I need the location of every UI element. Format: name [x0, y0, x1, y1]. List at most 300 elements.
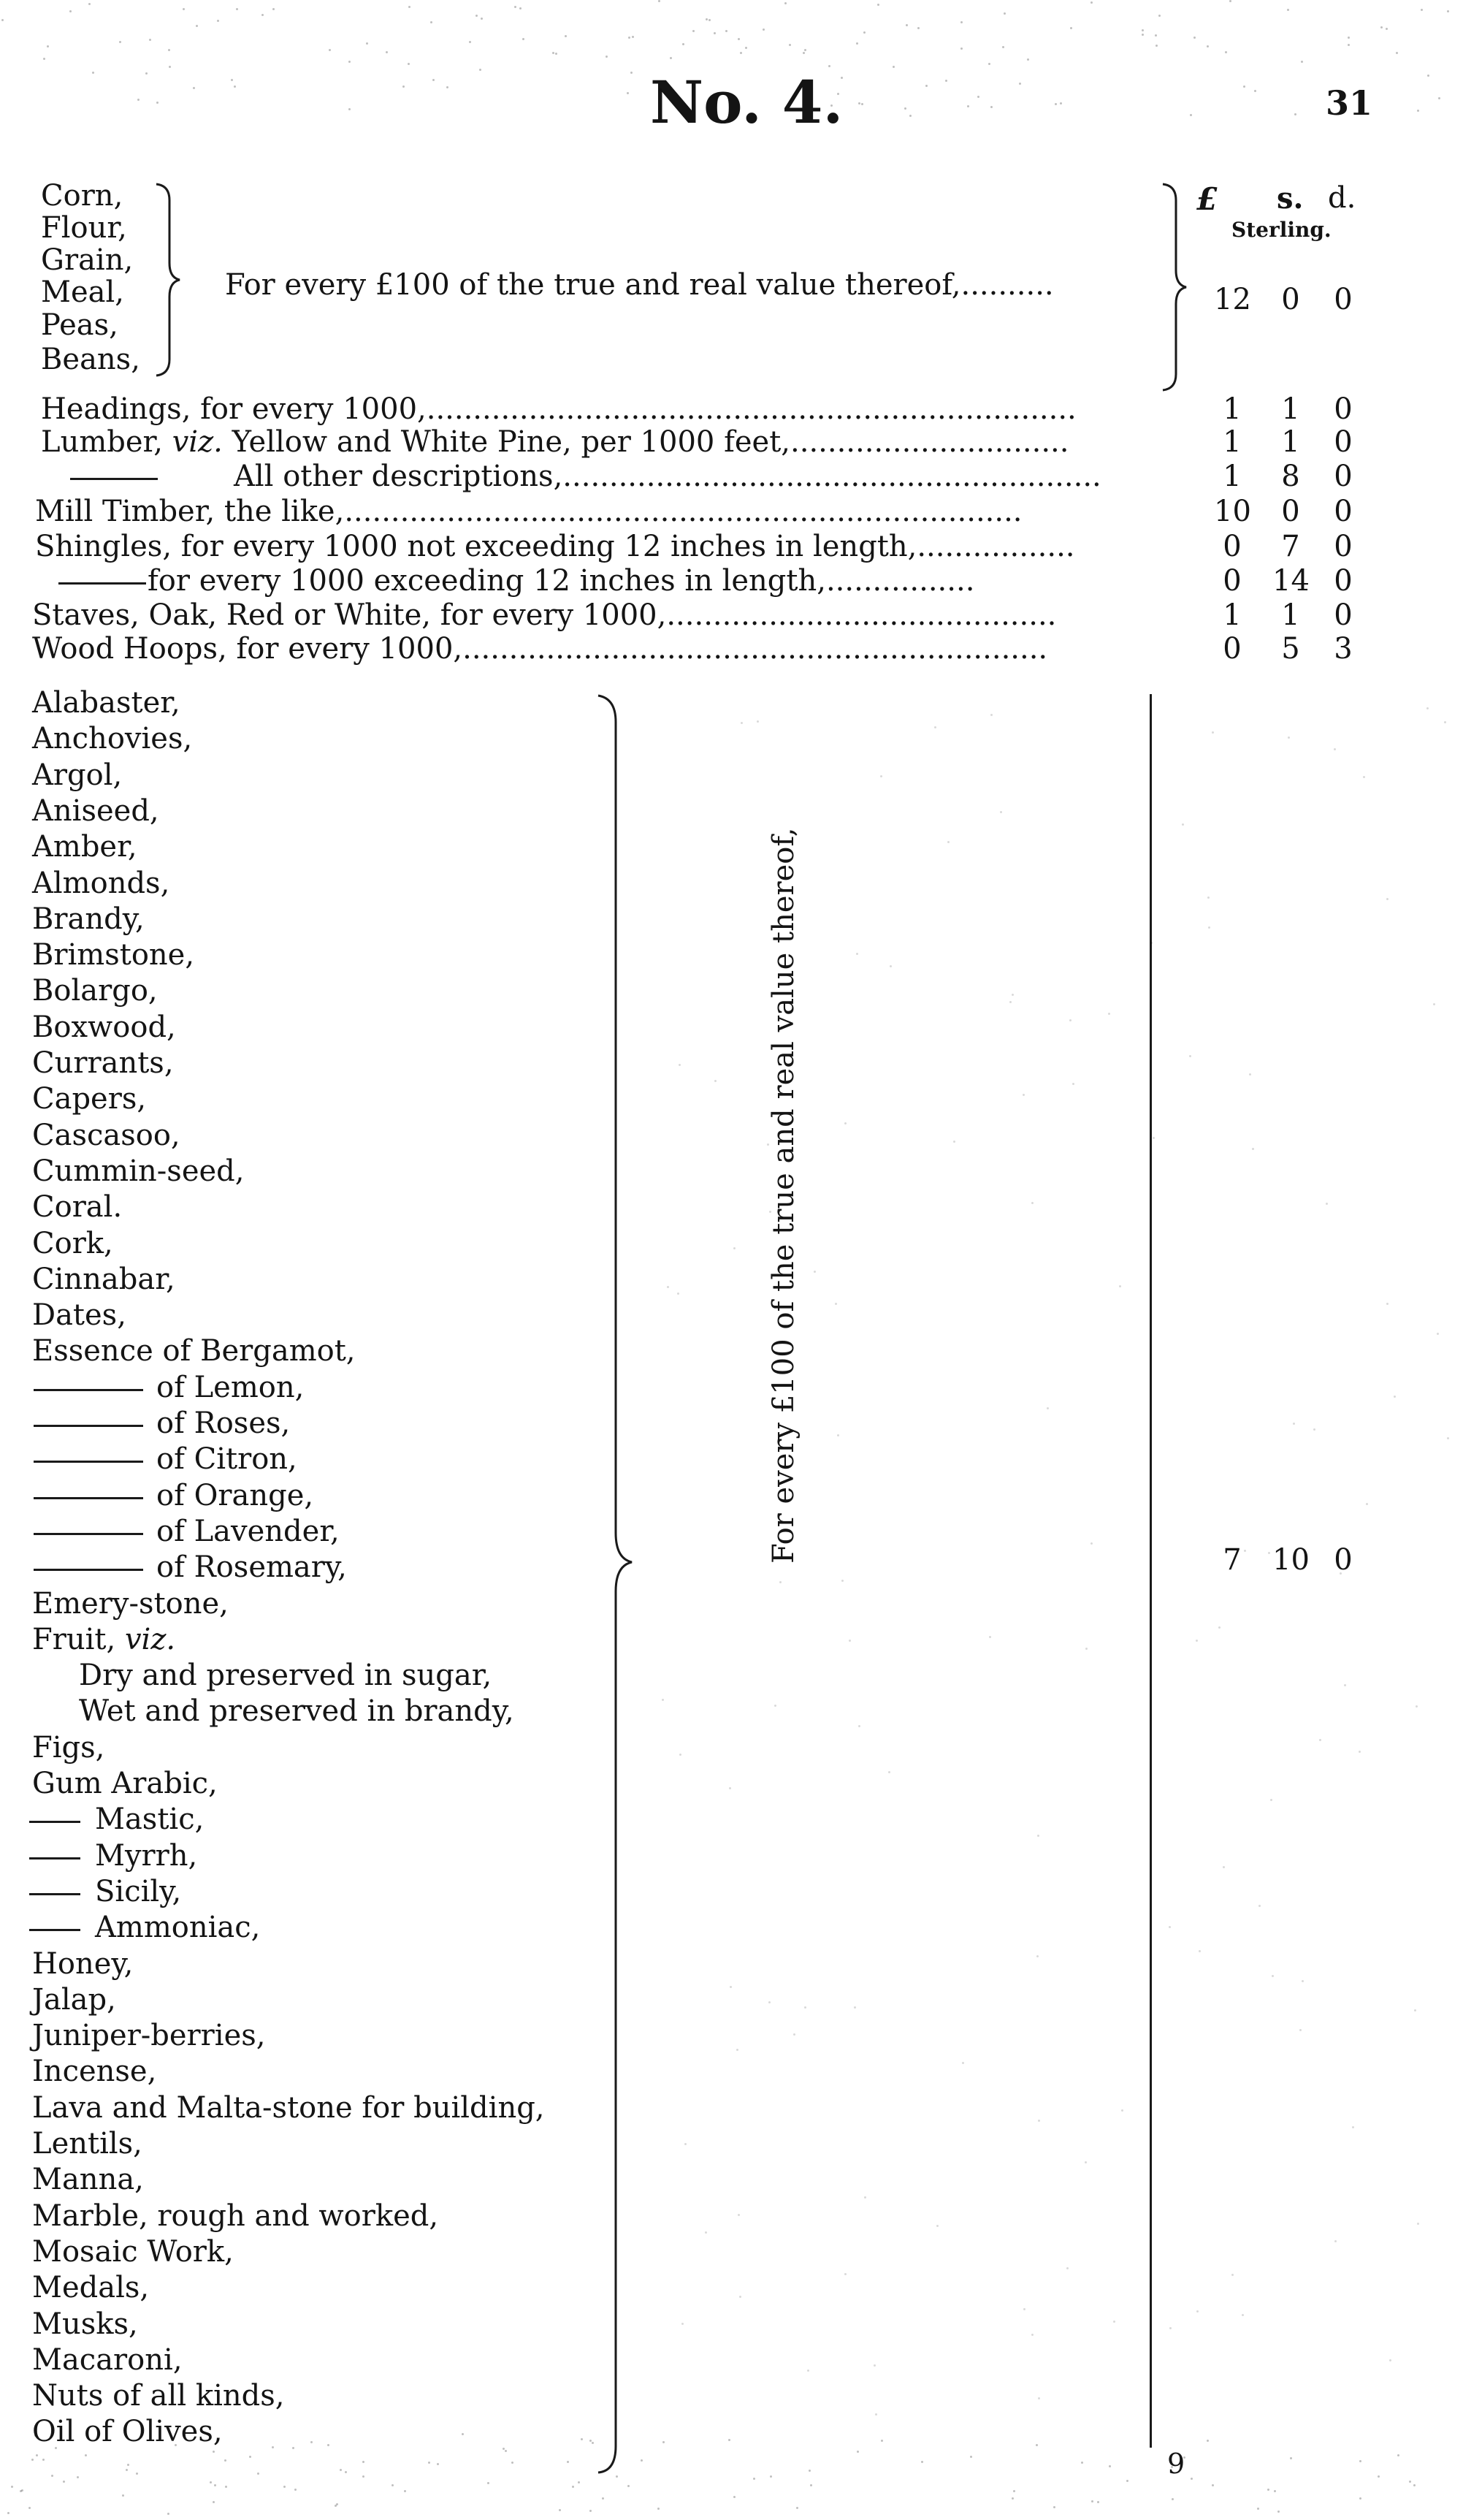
noise-speck [1268, 1552, 1270, 1554]
noise-speck [1414, 2009, 1416, 2011]
commodity-item [32, 2201, 438, 2231]
noise-speck [739, 2296, 741, 2298]
item-text: Marble, rough and worked, [32, 2199, 439, 2233]
noise-speck [1150, 942, 1153, 944]
noise-speck [1386, 898, 1388, 900]
noise-speck [616, 2475, 618, 2478]
noise-speck [714, 32, 716, 34]
noise-speck [21, 2489, 23, 2492]
noise-speck [1027, 58, 1029, 61]
noise-speck [329, 49, 331, 51]
noise-speck [213, 2501, 215, 2503]
noise-speck [1155, 45, 1158, 47]
noise-speck [662, 1699, 664, 1701]
ditto-dash [70, 478, 158, 480]
item-text: Currants, [32, 1046, 174, 1080]
item-text: Honey, [32, 1947, 134, 1981]
noise-speck [1172, 2498, 1174, 2500]
commodity-item [32, 940, 194, 970]
commodity-item [156, 1550, 347, 1584]
leader-dots: .......................................................... [562, 460, 1101, 493]
noise-speck [733, 1247, 736, 1249]
noise-speck [770, 2475, 772, 2478]
commodity-item [32, 974, 158, 1008]
noise-speck [261, 14, 264, 16]
noise-speck [804, 49, 806, 51]
noise-speck [481, 18, 483, 20]
noise-speck [602, 2497, 604, 2500]
noise-speck [729, 1787, 731, 1789]
item-text: Jalap, [32, 1983, 116, 2017]
label-text: Mill Timber, the like, [35, 495, 345, 528]
item-text: of Lemon, [156, 1371, 305, 1404]
list-right-rule [1150, 694, 1152, 2448]
item-text: Argol, [32, 758, 123, 792]
duty-row-label [234, 462, 1101, 491]
item-italic: viz. [124, 1623, 176, 1656]
duty-shillings: 7 [1281, 530, 1300, 563]
noise-speck [1252, 1148, 1254, 1150]
grain-duty-pence: 0 [1334, 283, 1353, 316]
noise-speck [1196, 1640, 1198, 1642]
noise-speck [1427, 75, 1429, 77]
duty-shillings: 1 [1281, 425, 1300, 459]
noise-speck [1433, 1003, 1435, 1005]
commodity-item [32, 869, 169, 898]
noise-speck [1417, 2223, 1419, 2225]
noise-speck [728, 2439, 730, 2441]
noise-speck [677, 1293, 679, 1295]
noise-speck [837, 93, 839, 95]
noise-speck [774, 1705, 776, 1707]
noise-speck [1229, 0, 1231, 2]
item-text: of Citron, [156, 1442, 297, 1476]
commodity-item [95, 1913, 260, 1942]
item-text: of Orange, [156, 1479, 314, 1512]
noise-speck [145, 72, 148, 75]
noise-speck [567, 2461, 569, 2463]
noise-speck [803, 52, 805, 54]
duty-pence: 0 [1334, 392, 1353, 426]
grain-duty-shillings: 0 [1281, 283, 1300, 316]
noise-speck [893, 66, 895, 68]
noise-speck [11, 2486, 13, 2488]
noise-speck [1121, 2109, 1123, 2112]
commodity-item [32, 2021, 266, 2050]
item-text: Bolargo, [32, 974, 158, 1008]
noise-speck [1091, 2500, 1093, 2502]
label-text: Shingles, for every 1000 not exceeding 12 inches in length, [35, 530, 917, 563]
item-text: Ammoniac, [95, 1911, 261, 1944]
item-text: Mosaic Work, [32, 2235, 234, 2269]
noise-speck [841, 1580, 844, 1582]
noise-speck [505, 2450, 507, 2452]
duty-row-label [32, 632, 1048, 666]
noise-speck [769, 1211, 771, 1213]
noise-speck [736, 2049, 738, 2051]
item-text: Dry and preserved in sugar, [79, 1659, 492, 1692]
commodity-item [156, 1444, 297, 1474]
ditto-dash [34, 1461, 143, 1463]
commodity-item [32, 2379, 285, 2413]
noise-speck [156, 102, 158, 104]
noise-speck [989, 1636, 991, 1638]
noise-speck [1437, 1333, 1439, 1335]
noise-speck [880, 775, 882, 777]
noise-speck [340, 2469, 342, 2471]
noise-speck [1396, 52, 1398, 54]
noise-speck [877, 4, 879, 6]
noise-speck [1378, 2475, 1380, 2478]
noise-speck [925, 85, 928, 87]
noise-speck [738, 2214, 740, 2216]
noise-speck [366, 42, 368, 45]
noise-speck [921, 2461, 923, 2463]
noise-speck [1409, 2481, 1411, 2483]
noise-speck [1231, 2274, 1234, 2276]
item-text: of Rosemary, [156, 1550, 347, 1584]
commodity-item [79, 1694, 514, 1728]
label-text: All other descriptions, [234, 460, 563, 493]
item-text: Musks, [32, 2307, 138, 2341]
noise-speck [1444, 721, 1446, 723]
duty-row-label [41, 427, 1069, 457]
noise-speck [224, 2459, 226, 2462]
grain-right-brace [1160, 181, 1189, 393]
noise-speck [763, 28, 765, 31]
noise-speck [1196, 2310, 1199, 2312]
noise-speck [345, 2471, 347, 2473]
noise-speck [217, 20, 219, 22]
commodity-item [32, 1336, 356, 1366]
commodity-item [32, 902, 145, 936]
noise-speck [1072, 1083, 1074, 1085]
noise-speck [1009, 1001, 1012, 1003]
noise-speck [837, 1434, 839, 1436]
noise-speck [1301, 61, 1303, 63]
noise-speck [1158, 15, 1161, 17]
noise-speck [890, 965, 892, 967]
noise-speck [858, 1725, 860, 1727]
noise-speck [725, 30, 727, 32]
noise-speck [475, 15, 478, 17]
label-text: Staves, Oak, Red or White, for every 1000, [32, 598, 667, 632]
duty-row-label [148, 564, 975, 598]
noise-speck [1359, 1751, 1361, 1753]
noise-speck [1426, 707, 1429, 709]
noise-speck [462, 2433, 464, 2435]
noise-speck [88, 3, 91, 5]
duty-pounds: 1 [1223, 425, 1242, 459]
commodity-item [95, 1805, 204, 1834]
noise-speck [861, 103, 863, 105]
noise-speck [684, 2143, 687, 2145]
noise-speck [327, 2444, 329, 2446]
noise-speck [1037, 1835, 1039, 1837]
currency-sterling-label: Sterling. [1231, 218, 1332, 242]
noise-speck [167, 2513, 169, 2515]
commodity-item [156, 1373, 304, 1402]
noise-speck [511, 2462, 513, 2464]
noise-speck [1189, 1055, 1191, 1057]
noise-speck [658, 0, 660, 2]
noise-speck [119, 41, 121, 43]
noise-speck [1225, 51, 1227, 53]
duty-shillings: 8 [1281, 460, 1300, 493]
item-text: Aniseed, [32, 794, 159, 828]
noise-speck [559, 2509, 561, 2511]
commodity-item [32, 686, 180, 720]
noise-speck [408, 6, 410, 8]
noise-speck [988, 63, 990, 65]
noise-speck [1290, 2457, 1292, 2459]
commodity-item [79, 1661, 492, 1690]
noise-speck [437, 2463, 439, 2465]
noise-speck [657, 2508, 660, 2510]
duty-shillings: 1 [1281, 392, 1300, 426]
noise-speck [947, 841, 950, 843]
noise-speck [881, 2440, 883, 2442]
noise-speck [1023, 2308, 1025, 2310]
noise-speck [1416, 1705, 1418, 1708]
noise-speck [793, 2033, 795, 2036]
noise-speck [962, 2062, 964, 2064]
commodity-item [32, 830, 137, 864]
currency-shilling-header: s. [1277, 181, 1304, 216]
noise-speck [1193, 37, 1196, 39]
duty-row-label [35, 497, 1023, 526]
grain-item: Peas, [41, 308, 118, 342]
list-vertical-description: For every £100 of the true and real value thereof, [767, 827, 801, 1564]
noise-speck [1019, 83, 1021, 85]
noise-speck [1287, 9, 1289, 11]
noise-speck [856, 42, 858, 45]
noise-speck [210, 2481, 212, 2483]
noise-speck [1171, 2466, 1173, 2468]
noise-speck [469, 41, 471, 43]
noise-speck [479, 69, 481, 71]
noise-speck [225, 2486, 227, 2488]
noise-speck [1272, 1975, 1274, 1977]
leader-dots: ......................................................................... [344, 495, 1023, 528]
ditto-dash [29, 1893, 80, 1895]
noise-speck [1090, 1542, 1093, 1545]
noise-speck [487, 2482, 489, 2484]
duty-shillings: 1 [1281, 598, 1300, 632]
noise-speck [63, 2481, 65, 2483]
noise-speck [214, 2484, 216, 2486]
noise-speck [7, 2512, 9, 2514]
noise-speck [990, 106, 993, 108]
noise-speck [1191, 2478, 1193, 2480]
noise-speck [960, 47, 963, 50]
noise-speck [36, 2454, 38, 2456]
noise-speck [234, 85, 236, 88]
list-duty-pounds: 7 [1223, 1543, 1242, 1577]
grain-description: For every £100 of the true and real value thereof,.......... [225, 268, 1054, 302]
noise-speck [51, 2475, 53, 2477]
noise-speck [1031, 2334, 1034, 2336]
noise-speck [1142, 34, 1144, 36]
item-text: Coral. [32, 1190, 123, 1224]
grain-item: Corn, [41, 179, 123, 213]
noise-speck [1108, 1013, 1110, 1015]
noise-speck [249, 2456, 251, 2458]
noise-speck [402, 85, 405, 88]
item-text: Medals, [32, 2271, 150, 2304]
noise-speck [231, 79, 233, 81]
noise-speck [1126, 2480, 1128, 2482]
noise-speck [864, 2196, 866, 2199]
noise-speck [681, 2323, 684, 2325]
ditto-dash [58, 582, 146, 585]
noise-speck [335, 2505, 337, 2507]
noise-speck [1352, 2126, 1354, 2128]
noise-speck [213, 2451, 215, 2453]
commodity-item [32, 2165, 144, 2194]
item-text: Manna, [32, 2163, 144, 2196]
noise-speck [1038, 2120, 1040, 2122]
noise-speck [753, 2478, 755, 2480]
item-text: Dates, [32, 1298, 126, 1332]
list-duty-shillings: 10 [1272, 1543, 1310, 1577]
noise-speck [888, 1771, 890, 1773]
noise-speck [863, 31, 866, 34]
item-text: Amber, [32, 830, 137, 864]
noise-speck [581, 2438, 583, 2440]
noise-speck [428, 2462, 430, 2464]
noise-speck [1438, 97, 1440, 99]
noise-speck [183, 8, 185, 10]
noise-speck [828, 65, 830, 67]
noise-speck [1254, 90, 1256, 92]
currency-pence-header: d. [1328, 181, 1356, 215]
ditto-dash [29, 1821, 80, 1823]
label-text: Lumber, [41, 425, 172, 459]
commodity-item [95, 1839, 198, 1873]
noise-speck [1208, 926, 1210, 929]
noise-speck [294, 2489, 297, 2491]
noise-speck [733, 2496, 736, 2498]
noise-speck [1169, 2327, 1172, 2329]
item-text: Incense, [32, 2055, 157, 2088]
noise-speck [632, 36, 634, 38]
list-duty-pence: 0 [1334, 1543, 1353, 1577]
item-text: Oil of Olives, [32, 2415, 223, 2448]
noise-speck [970, 2456, 972, 2458]
noise-speck [386, 51, 388, 53]
noise-speck [362, 2461, 364, 2463]
noise-speck [1190, 114, 1192, 116]
noise-speck [874, 2364, 876, 2367]
noise-speck [1270, 1799, 1272, 1801]
noise-speck [272, 2446, 274, 2448]
item-text: Almonds, [32, 867, 170, 900]
item-text: Emery-stone, [32, 1587, 229, 1621]
commodity-item [32, 2235, 234, 2269]
leader-dots: ................. [917, 530, 1075, 563]
noise-speck [1447, 10, 1449, 12]
noise-speck [692, 30, 695, 32]
noise-speck [127, 2464, 129, 2466]
commodity-item [32, 1121, 180, 1150]
label-text: Headings, for every 1000, [41, 392, 427, 426]
noise-speck [1012, 2497, 1014, 2500]
noise-speck [1326, 1203, 1328, 1205]
noise-speck [835, 1303, 837, 1305]
duty-pounds: 1 [1223, 598, 1242, 632]
duty-pence: 0 [1334, 495, 1353, 528]
commodity-item [156, 1517, 340, 1546]
commodity-item [32, 1769, 218, 1798]
item-text: Nuts of all kinds, [32, 2379, 285, 2413]
noise-speck [1207, 2440, 1209, 2442]
grain-item: Beans, [41, 343, 140, 376]
noise-speck [1081, 2462, 1083, 2464]
noise-speck [804, 2006, 806, 2009]
item-text: Cork, [32, 1227, 113, 1260]
commodity-item [32, 2307, 138, 2341]
noise-speck [1366, 1503, 1368, 1505]
duty-shillings: 14 [1272, 564, 1310, 598]
noise-speck [1069, 1019, 1072, 1021]
noise-speck [404, 2490, 406, 2492]
signature-mark: 9 [1167, 2448, 1185, 2480]
noise-speck [738, 38, 740, 40]
noise-speck [627, 2485, 630, 2487]
duty-pounds: 1 [1223, 460, 1242, 493]
noise-speck [1334, 2240, 1337, 2242]
noise-speck [767, 1143, 769, 1146]
noise-speck [175, 2444, 177, 2446]
item-text: Brandy, [32, 902, 145, 936]
noise-speck [348, 61, 351, 63]
noise-speck [1153, 1137, 1155, 1139]
commodity-item [32, 2345, 183, 2375]
noise-speck [740, 52, 742, 54]
ditto-dash [34, 1569, 143, 1571]
noise-speck [667, 1286, 669, 1288]
commodity-item [32, 1048, 174, 1078]
noise-speck [708, 19, 711, 21]
noise-speck [789, 44, 791, 46]
noise-speck [1277, 2511, 1280, 2513]
noise-speck [641, 2459, 643, 2462]
commodity-item [32, 1229, 113, 1258]
commodity-item [32, 758, 123, 792]
duty-row-label [35, 532, 1075, 561]
noise-speck [714, 1080, 717, 1082]
noise-speck [1207, 45, 1209, 47]
noise-speck [1000, 811, 1002, 813]
noise-speck [1038, 2397, 1040, 2399]
noise-speck [28, 2507, 31, 2509]
commodity-item [32, 1949, 133, 1979]
noise-speck [1169, 1926, 1171, 1928]
noise-speck [1249, 1073, 1251, 1076]
noise-speck [193, 87, 195, 89]
noise-speck [257, 2473, 259, 2475]
noise-speck [1274, 2490, 1276, 2492]
commodity-item [32, 1983, 116, 2017]
page-number: 31 [1326, 83, 1373, 123]
noise-speck [1344, 1684, 1346, 1686]
noise-speck [168, 49, 170, 51]
grain-left-brace [153, 181, 183, 378]
noise-speck [844, 1122, 847, 1124]
noise-speck [1012, 994, 1014, 996]
item-text: Gum Arabic, [32, 1767, 218, 1800]
